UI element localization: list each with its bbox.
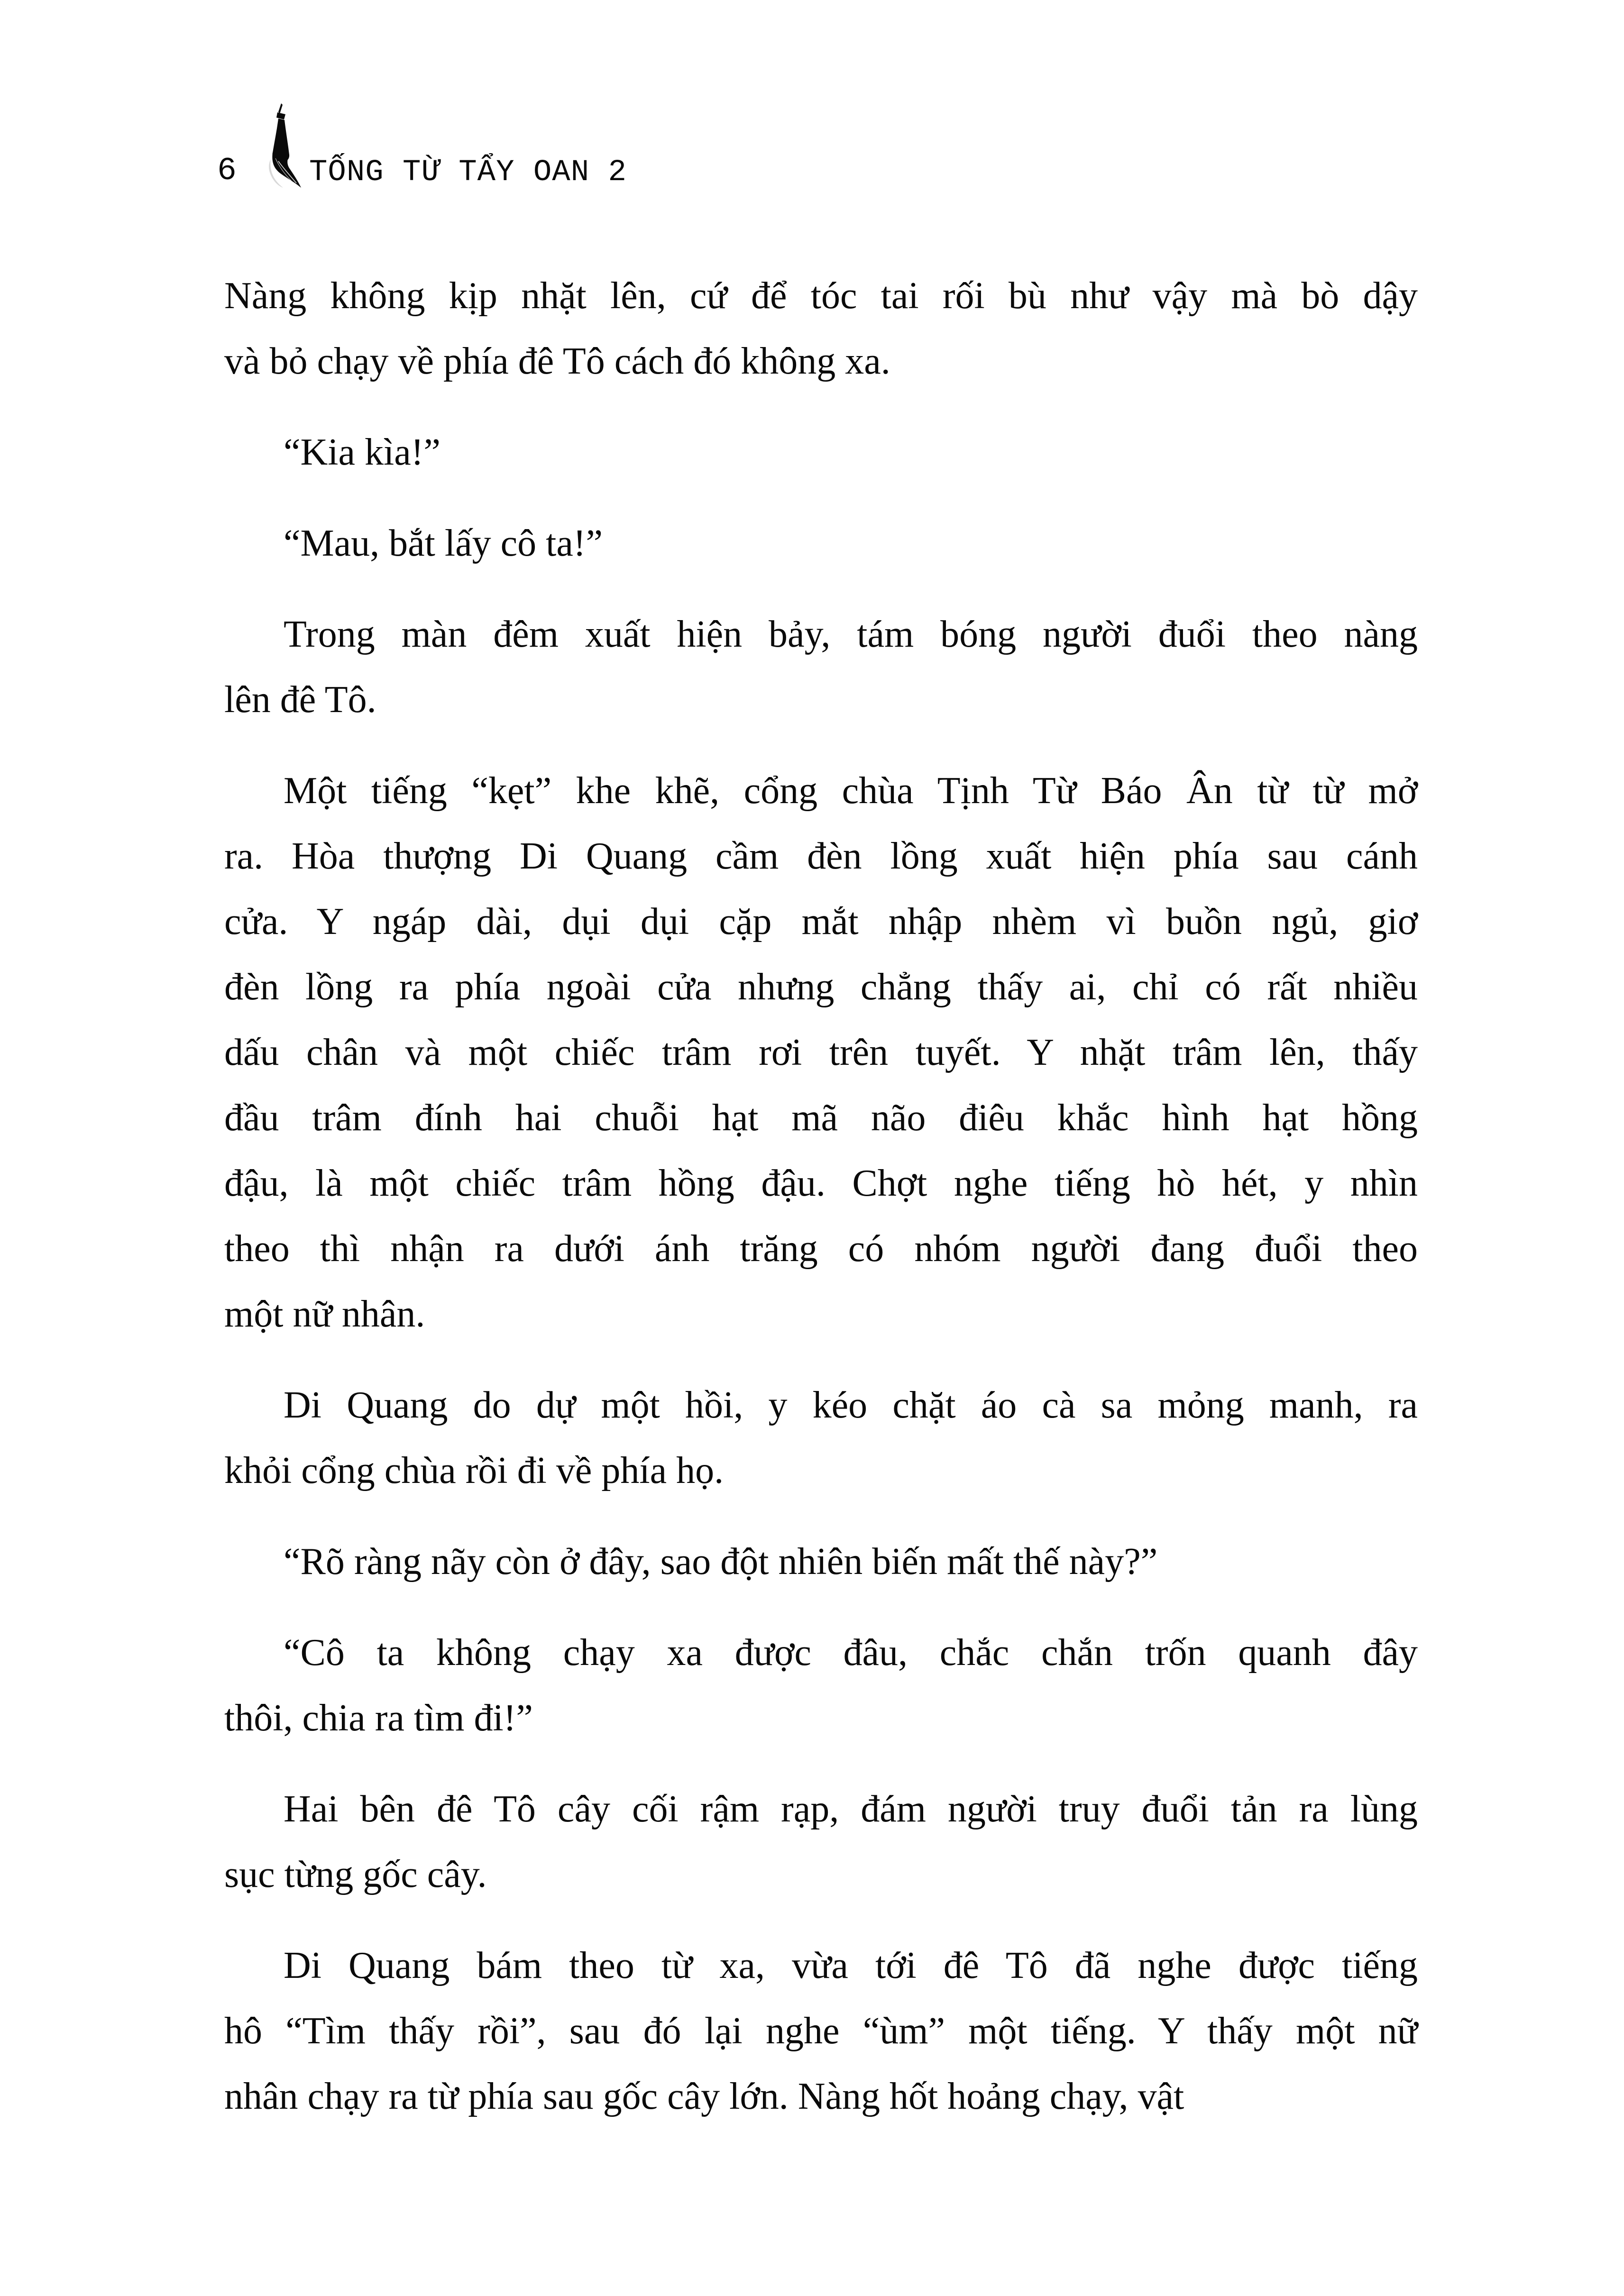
- text-line: Một tiếng “kẹt” khe khẽ, cổng chùa Tịnh Từ Báo Ân từ từ mở: [284, 770, 1418, 812]
- text-line: một nữ nhân.: [224, 1293, 425, 1335]
- text-line: Hai bên đê Tô cây cối rậm rạp, đám người truy đuổi tản ra lùng: [284, 1788, 1418, 1830]
- text-line: và bỏ chạy về phía đê Tô cách đó không xa.: [224, 340, 890, 382]
- paragraph: [224, 1776, 1418, 1907]
- text-line: Di Quang do dự một hồi, y kéo chặt áo cà sa mỏng manh, ra: [284, 1384, 1418, 1426]
- paragraph: [224, 1620, 1418, 1751]
- body-text: [224, 263, 1418, 2155]
- paragraph: [224, 263, 1418, 394]
- paragraph: [224, 420, 1418, 485]
- book-title: TỐNG TỪ TẨY OAN 2: [309, 156, 627, 190]
- text-line: ra. Hòa thượng Di Quang cầm đèn lồng xuất hiện phía sau cánh: [224, 835, 1418, 877]
- text-line: Di Quang bám theo từ xa, vừa tới đê Tô đã nghe được tiếng: [284, 1945, 1418, 1986]
- text-line: nhân chạy ra từ phía sau gốc cây lớn. Nàng hốt hoảng chạy, vật: [224, 2076, 1184, 2117]
- paragraph: [224, 758, 1418, 1347]
- text-line: cửa. Y ngáp dài, dụi dụi cặp mắt nhập nhèm vì buồn ngủ, giơ: [224, 901, 1418, 942]
- paragraph: [224, 1372, 1418, 1503]
- text-line: đèn lồng ra phía ngoài cửa nhưng chẳng thấy ai, chỉ có rất nhiều: [224, 966, 1418, 1008]
- text-line: thôi, chia ra tìm đi!”: [224, 1697, 533, 1739]
- text-line: “Kia kìa!”: [284, 431, 440, 473]
- page-number: 6: [217, 153, 237, 189]
- paragraph: [224, 1529, 1418, 1594]
- paragraph: [224, 511, 1418, 576]
- paragraph: [224, 602, 1418, 732]
- text-line: đậu, là một chiếc trâm hồng đậu. Chợt nghe tiếng hò hét, y nhìn: [224, 1162, 1418, 1204]
- calligraphy-brush-icon: [257, 103, 302, 191]
- text-line: hô “Tìm thấy rồi”, sau đó lại nghe “ùm” một tiếng. Y thấy một nữ: [224, 2010, 1418, 2052]
- text-line: “Mau, bắt lấy cô ta!”: [284, 522, 603, 564]
- paragraph: [224, 1933, 1418, 2129]
- text-line: sục từng gốc cây.: [224, 1854, 487, 1895]
- text-line: Trong màn đêm xuất hiện bảy, tám bóng người đuổi theo nàng: [284, 613, 1418, 655]
- text-line: dấu chân và một chiếc trâm rơi trên tuyết. Y nhặt trâm lên, thấy: [224, 1032, 1418, 1073]
- text-line: Nàng không kịp nhặt lên, cứ để tóc tai rối bù như vậy mà bò dậy: [224, 275, 1418, 317]
- text-line: “Cô ta không chạy xa được đâu, chắc chắn trốn quanh đây: [284, 1632, 1418, 1674]
- text-line: “Rõ ràng nãy còn ở đây, sao đột nhiên biến mất thế này?”: [284, 1541, 1158, 1583]
- text-line: khỏi cổng chùa rồi đi về phía họ.: [224, 1450, 724, 1491]
- text-line: đầu trâm đính hai chuỗi hạt mã não điêu khắc hình hạt hồng: [224, 1097, 1418, 1139]
- text-line: lên đê Tô.: [224, 679, 376, 721]
- text-line: theo thì nhận ra dưới ánh trăng có nhóm người đang đuổi theo: [224, 1228, 1418, 1270]
